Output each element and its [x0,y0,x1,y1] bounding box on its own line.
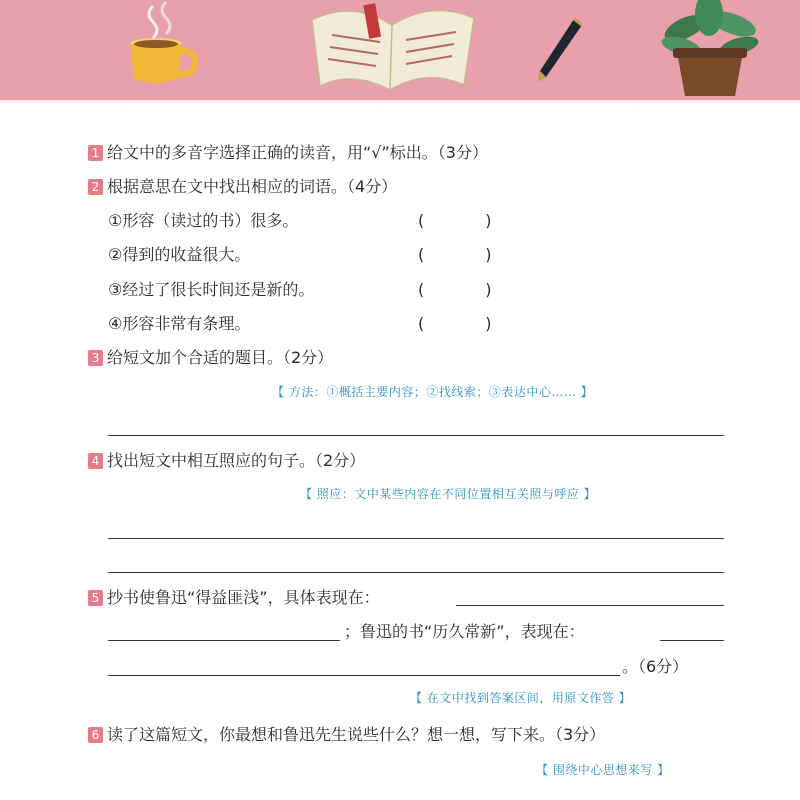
answer-line[interactable] [108,640,340,641]
question-number-badge: 3 [88,350,103,366]
method-tip: 【 照应：文中某些内容在不同位置相互关照与呼应 】 [300,487,597,501]
question-text: 给短文加个合适的题目。（2分） [107,348,334,367]
open-book-icon [302,0,482,95]
sub-item-4: ④形容非常有条理。 [108,314,251,333]
answer-line[interactable] [108,538,724,539]
question-number-badge: 6 [88,727,103,743]
answer-blank-2[interactable]: ( ) [418,245,492,264]
question-5-continued: ；鲁迅的书“历久常新”，表现在： [344,622,585,641]
answer-blank-1[interactable]: ( ) [418,211,492,230]
question-3 [88,347,333,369]
sub-item-3: ③经过了很长时间还是新的。 [108,280,315,299]
fountain-pen-icon [530,15,590,85]
question-number-badge: 4 [88,453,103,469]
question-4 [88,450,365,472]
answer-line[interactable] [456,605,724,606]
question-text: 根据意思在文中找出相应的词语。（4分） [107,177,398,196]
question-number-badge: 2 [88,179,103,195]
method-tip: 【 围绕中心思想来写 】 [536,763,670,777]
question-text: 找出短文中相互照应的句子。（2分） [107,451,366,470]
question-number-badge: 1 [88,145,103,161]
question-2 [88,176,397,198]
sub-item-1: ①形容（读过的书）很多。 [108,211,299,230]
question-1 [88,142,488,164]
question-number-badge: 5 [88,590,103,606]
coffee-cup-icon [118,0,208,90]
question-text: 给文中的多音字选择正确的读音，用“√”标出。（3分） [107,143,488,162]
answer-blank-4[interactable]: ( ) [418,314,492,333]
question-6 [88,724,605,746]
answer-line[interactable] [660,640,724,641]
answer-blank-3[interactable]: ( ) [418,280,492,299]
answer-line[interactable] [108,435,724,436]
question-5-score: 。（6分） [622,657,689,676]
question-5 [88,587,380,609]
potted-plant-icon [655,0,765,100]
question-text: 抄书使鲁迅“得益匪浅”，具体表现在： [107,588,380,607]
answer-line[interactable] [108,572,724,573]
sub-item-2: ②得到的收益很大。 [108,245,251,264]
method-tip: 【 在文中找到答案区间，用原文作答 】 [410,691,632,705]
method-tip: 【 方法：①概括主要内容；②找线索；③表达中心…… 】 [272,385,594,399]
answer-line[interactable] [108,675,620,676]
question-text: 读了这篇短文，你最想和鲁迅先生说些什么？想一想，写下来。（3分） [107,725,606,744]
